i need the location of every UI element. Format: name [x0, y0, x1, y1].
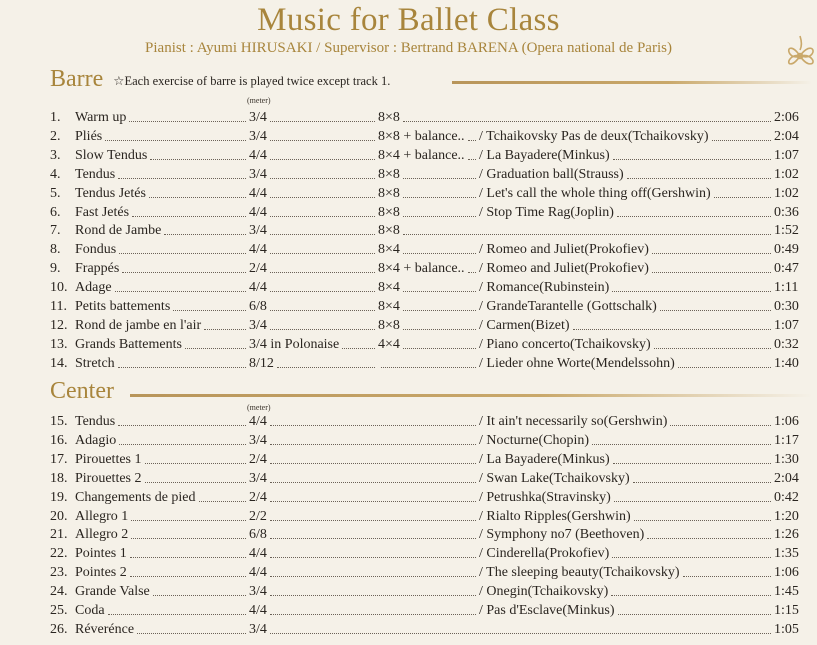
track-duration: 1:06: [774, 414, 799, 429]
exercise-name: Adage: [75, 280, 112, 296]
meter-value: 3/4: [249, 110, 267, 125]
music-piece: / La Bayadere(Minkus): [479, 147, 610, 163]
dotted-leader: [683, 576, 771, 577]
meter-value: 6/8: [249, 299, 267, 314]
bar-count: 8×4: [378, 242, 400, 258]
music-piece: / Cinderella(Prokofiev): [479, 546, 610, 562]
track-number: 14.: [50, 355, 68, 371]
meter-value: 3/4: [249, 584, 267, 600]
track-duration: 1:07: [774, 147, 799, 163]
track-row: [0, 335, 817, 354]
track-row: [0, 146, 817, 165]
dotted-leader: [634, 520, 771, 521]
meter-value: 3/4: [249, 128, 267, 144]
center-section-header: [50, 378, 114, 404]
exercise-name: Fondus: [75, 242, 117, 258]
music-piece: / Nocturne(Chopin): [479, 432, 590, 448]
dotted-leader: [627, 178, 771, 179]
center-title: Center: [50, 378, 114, 404]
meter-value: 8/12: [249, 355, 274, 371]
barre-section-header: [50, 66, 390, 92]
track-row: [0, 316, 817, 335]
dotted-leader: [173, 310, 246, 311]
track-duration: 1:26: [774, 527, 799, 543]
track-duration: 2:04: [774, 128, 799, 144]
bar-count: 8×8 + balance..: [378, 128, 465, 144]
track-row: [0, 431, 817, 450]
music-piece: / Petrushka(Stravinsky): [479, 489, 611, 505]
dotted-leader: [270, 178, 375, 179]
track-duration: 0:30: [774, 299, 799, 314]
meter-value: 3/4: [249, 621, 267, 637]
dotted-leader: [270, 444, 476, 445]
dotted-leader: [119, 444, 246, 445]
dotted-leader: [611, 595, 771, 596]
dotted-leader: [270, 140, 375, 141]
bar-count: 8×8: [378, 317, 400, 333]
meter-value: 3/4: [249, 317, 267, 333]
dotted-leader: [270, 291, 375, 292]
music-piece: / Romeo and Juliet(Prokofiev): [479, 261, 649, 277]
dotted-leader: [119, 253, 246, 254]
exercise-name: Adagio: [75, 432, 117, 448]
dotted-leader: [204, 329, 246, 330]
track-number: 6.: [50, 204, 61, 220]
bar-count: 8×4 + balance..: [378, 261, 465, 277]
meter-value: 4/4: [249, 185, 267, 201]
bar-count: 8×8: [378, 110, 400, 125]
barre-note: ☆Each exercise of barre is played twice except track 1.: [113, 74, 391, 88]
track-row: [0, 221, 817, 240]
meter-value: 2/4: [249, 261, 267, 277]
exercise-name: Pliés: [75, 128, 103, 144]
bar-count: 8×8: [378, 204, 400, 220]
bar-count: 8×4 + balance..: [378, 147, 465, 163]
dotted-leader: [613, 159, 771, 160]
meter-value: 4/4: [249, 204, 267, 220]
dotted-leader: [403, 329, 476, 330]
track-row: [0, 544, 817, 563]
dotted-leader: [618, 614, 771, 615]
meter-value: 3/4: [249, 223, 267, 239]
credits-subtitle: Pianist : Ayumi HIRUSAKI / Supervisor : Bertrand BARENA (Opera national de Paris): [145, 40, 672, 56]
track-row: [0, 488, 817, 507]
track-number: 7.: [50, 223, 61, 239]
music-piece: / Onegin(Tchaikovsky): [479, 584, 609, 600]
dotted-leader: [130, 576, 246, 577]
music-piece: / Piano concerto(Tchaikovsky): [479, 336, 651, 352]
exercise-name: Allegro 1: [75, 508, 129, 524]
music-piece: / Pas d'Esclave(Minkus): [479, 603, 615, 618]
dotted-leader: [403, 348, 476, 349]
track-duration: 0:36: [774, 204, 799, 220]
dotted-leader: [468, 140, 476, 141]
track-duration: 0:42: [774, 489, 799, 505]
track-number: 5.: [50, 185, 61, 201]
dotted-leader: [270, 614, 476, 615]
track-duration: 0:47: [774, 261, 799, 277]
dotted-leader: [115, 291, 246, 292]
track-row: [0, 240, 817, 259]
track-duration: 1:07: [774, 317, 799, 333]
meter-value: 3/4: [249, 470, 267, 486]
music-piece: / Rialto Ripples(Gershwin): [479, 508, 631, 524]
dotted-leader: [270, 576, 476, 577]
exercise-name: Petits battements: [75, 299, 171, 314]
dotted-leader: [403, 178, 476, 179]
barre-title: Barre: [50, 66, 104, 92]
meter-value: 4/4: [249, 414, 267, 429]
dotted-leader: [137, 633, 246, 634]
track-duration: 1:02: [774, 185, 799, 201]
track-number: 26.: [50, 621, 68, 637]
dotted-leader: [270, 310, 375, 311]
meter-value: 4/4: [249, 603, 267, 618]
track-row: [0, 278, 817, 297]
track-duration: 0:32: [774, 336, 799, 352]
dotted-leader: [270, 234, 375, 235]
music-piece: / The sleeping beauty(Tchaikovsky): [479, 565, 680, 581]
track-row: [0, 469, 817, 488]
dotted-leader: [129, 121, 246, 122]
meter-value: 6/8: [249, 527, 267, 543]
exercise-name: Slow Tendus: [75, 147, 148, 163]
dotted-leader: [277, 367, 375, 368]
dotted-leader: [270, 482, 476, 483]
barre-meter-label: (meter): [247, 96, 271, 105]
exercise-name: Coda: [75, 603, 105, 618]
meter-value: 4/4: [249, 242, 267, 258]
track-number: 12.: [50, 317, 68, 333]
dotted-leader: [678, 367, 771, 368]
exercise-name: Tendus: [75, 414, 116, 429]
dotted-leader: [270, 159, 375, 160]
track-duration: 1:11: [774, 280, 799, 296]
exercise-name: Pirouettes 1: [75, 451, 142, 467]
track-row: [0, 582, 817, 601]
dotted-leader: [145, 463, 246, 464]
dotted-leader: [185, 348, 246, 349]
dotted-leader: [468, 159, 476, 160]
track-number: 18.: [50, 470, 68, 486]
exercise-name: Tendus Jetés: [75, 185, 146, 201]
track-number: 4.: [50, 166, 61, 182]
dotted-leader: [105, 140, 246, 141]
track-row: [0, 184, 817, 203]
dotted-leader: [652, 272, 771, 273]
track-number: 13.: [50, 336, 68, 352]
track-row: [0, 563, 817, 582]
exercise-name: Grande Valse: [75, 584, 150, 600]
meter-value: 2/4: [249, 451, 267, 467]
dotted-leader: [613, 463, 771, 464]
dotted-leader: [270, 272, 375, 273]
dotted-leader: [270, 216, 375, 217]
music-piece: / Romance(Rubinstein): [479, 280, 610, 296]
music-piece: / Let's call the whole thing off(Gershwin): [479, 185, 711, 201]
dotted-leader: [712, 140, 771, 141]
track-number: 23.: [50, 565, 68, 581]
track-row: [0, 127, 817, 146]
track-number: 20.: [50, 508, 68, 524]
dotted-leader: [403, 216, 476, 217]
track-duration: 1:35: [774, 546, 799, 562]
track-duration: 1:02: [774, 166, 799, 182]
dotted-leader: [654, 348, 771, 349]
dotted-leader: [573, 329, 771, 330]
exercise-name: Allegro 2: [75, 527, 129, 543]
track-number: 10.: [50, 280, 68, 296]
dotted-leader: [633, 482, 771, 483]
dotted-leader: [381, 367, 476, 368]
track-duration: 1:20: [774, 508, 799, 524]
track-duration: 1:40: [774, 355, 799, 371]
music-piece: / Stop Time Rag(Joplin): [479, 204, 614, 220]
track-duration: 2:06: [774, 110, 799, 125]
dotted-leader: [614, 501, 771, 502]
dotted-leader: [647, 538, 771, 539]
track-number: 2.: [50, 128, 61, 144]
dotted-leader: [270, 463, 476, 464]
track-row: [0, 203, 817, 222]
dotted-leader: [145, 482, 246, 483]
dotted-leader: [714, 197, 771, 198]
music-piece: / Lieder ohne Worte(Mendelssohn): [479, 355, 675, 371]
track-row: [0, 507, 817, 526]
dotted-leader: [270, 633, 771, 634]
meter-value: 3/4 in Polonaise: [249, 336, 340, 352]
meter-value: 2/4: [249, 489, 267, 505]
flower-ornament-icon: [782, 34, 817, 80]
dotted-leader: [270, 538, 476, 539]
track-row: [0, 259, 817, 278]
track-duration: 1:30: [774, 451, 799, 467]
track-number: 19.: [50, 489, 68, 505]
music-piece: / Carmen(Bizet): [479, 317, 570, 333]
dotted-leader: [612, 557, 771, 558]
bar-count: 8×8: [378, 223, 400, 239]
track-number: 21.: [50, 527, 68, 543]
exercise-name: Changements de pied: [75, 489, 196, 505]
track-row: [0, 108, 817, 127]
dotted-leader: [150, 159, 246, 160]
page-title: Music for Ballet Class: [257, 2, 560, 38]
track-row: [0, 525, 817, 544]
exercise-name: Rond de jambe en l'air: [75, 317, 202, 333]
track-number: 15.: [50, 414, 68, 429]
bar-count: 8×4: [378, 299, 400, 314]
dotted-leader: [270, 501, 476, 502]
dotted-leader: [652, 253, 771, 254]
bar-count: 8×8: [378, 185, 400, 201]
dotted-leader: [270, 329, 375, 330]
track-number: 22.: [50, 546, 68, 562]
dotted-leader: [131, 520, 246, 521]
meter-value: 2/2: [249, 508, 267, 524]
meter-value: 4/4: [249, 546, 267, 562]
dotted-leader: [403, 310, 476, 311]
dotted-leader: [164, 234, 246, 235]
track-number: 16.: [50, 432, 68, 448]
track-duration: 2:04: [774, 470, 799, 486]
dotted-leader: [342, 348, 375, 349]
meter-value: 3/4: [249, 166, 267, 182]
music-piece: / Tchaikovsky Pas de deux(Tchaikovsky): [479, 128, 709, 144]
exercise-name: Rond de Jambe: [75, 223, 162, 239]
dotted-leader: [270, 520, 476, 521]
track-number: 1.: [50, 110, 61, 125]
dotted-leader: [270, 425, 476, 426]
track-number: 25.: [50, 603, 68, 618]
exercise-name: Pirouettes 2: [75, 470, 142, 486]
dotted-leader: [130, 557, 246, 558]
exercise-name: Tendus: [75, 166, 116, 182]
track-number: 17.: [50, 451, 68, 467]
bar-count: 4×4: [378, 336, 400, 352]
track-row: [0, 450, 817, 469]
music-piece: / Romeo and Juliet(Prokofiev): [479, 242, 649, 258]
track-duration: 1:15: [774, 603, 799, 618]
dotted-leader: [132, 216, 246, 217]
dotted-leader: [118, 178, 246, 179]
bar-count: 8×4: [378, 280, 400, 296]
exercise-name: Pointes 2: [75, 565, 127, 581]
dotted-leader: [270, 197, 375, 198]
barre-section-rule: [452, 81, 812, 84]
meter-value: 3/4: [249, 432, 267, 448]
dotted-leader: [270, 595, 476, 596]
track-number: 24.: [50, 584, 68, 600]
track-duration: 0:49: [774, 242, 799, 258]
dotted-leader: [199, 501, 246, 502]
center-section-rule: [130, 394, 812, 397]
dotted-leader: [403, 291, 476, 292]
dotted-leader: [122, 272, 246, 273]
dotted-leader: [108, 614, 246, 615]
dotted-leader: [612, 291, 771, 292]
dotted-leader: [149, 197, 246, 198]
track-duration: 1:17: [774, 432, 799, 448]
track-number: 3.: [50, 147, 61, 163]
dotted-leader: [118, 425, 246, 426]
dotted-leader: [403, 197, 476, 198]
track-row: [0, 165, 817, 184]
dotted-leader: [403, 234, 771, 235]
meter-value: 4/4: [249, 280, 267, 296]
exercise-name: Stretch: [75, 355, 115, 371]
track-row: [0, 620, 817, 639]
track-duration: 1:05: [774, 621, 799, 637]
exercise-name: Warm up: [75, 110, 127, 125]
track-number: 8.: [50, 242, 61, 258]
dotted-leader: [403, 121, 771, 122]
dotted-leader: [468, 272, 476, 273]
track-duration: 1:45: [774, 584, 799, 600]
dotted-leader: [153, 595, 246, 596]
center-meter-label: (meter): [247, 403, 271, 412]
dotted-leader: [270, 253, 375, 254]
music-piece: / It ain't necessarily so(Gershwin): [479, 414, 668, 429]
music-piece: / La Bayadere(Minkus): [479, 451, 610, 467]
music-piece: / GrandeTarantelle (Gottschalk): [479, 299, 657, 314]
track-number: 11.: [50, 299, 67, 314]
track-row: [0, 601, 817, 620]
dotted-leader: [270, 121, 375, 122]
dotted-leader: [403, 253, 476, 254]
track-row: [0, 412, 817, 431]
exercise-name: Pointes 1: [75, 546, 127, 562]
dotted-leader: [617, 216, 771, 217]
dotted-leader: [118, 367, 246, 368]
dotted-leader: [660, 310, 771, 311]
exercise-name: Fast Jetés: [75, 204, 130, 220]
track-duration: 1:06: [774, 565, 799, 581]
meter-value: 4/4: [249, 147, 267, 163]
meter-value: 4/4: [249, 565, 267, 581]
dotted-leader: [131, 538, 246, 539]
music-piece: / Swan Lake(Tchaikovsky): [479, 470, 630, 486]
exercise-name: Grands Battements: [75, 336, 182, 352]
track-duration: 1:52: [774, 223, 799, 239]
track-row: [0, 297, 817, 316]
music-piece: / Graduation ball(Strauss): [479, 166, 624, 182]
bar-count: 8×8: [378, 166, 400, 182]
dotted-leader: [670, 425, 771, 426]
track-row: [0, 354, 817, 373]
track-number: 9.: [50, 261, 61, 277]
exercise-name: Frappés: [75, 261, 120, 277]
dotted-leader: [592, 444, 771, 445]
music-piece: / Symphony no7 (Beethoven): [479, 527, 645, 543]
exercise-name: Réverénce: [75, 621, 135, 637]
dotted-leader: [270, 557, 476, 558]
